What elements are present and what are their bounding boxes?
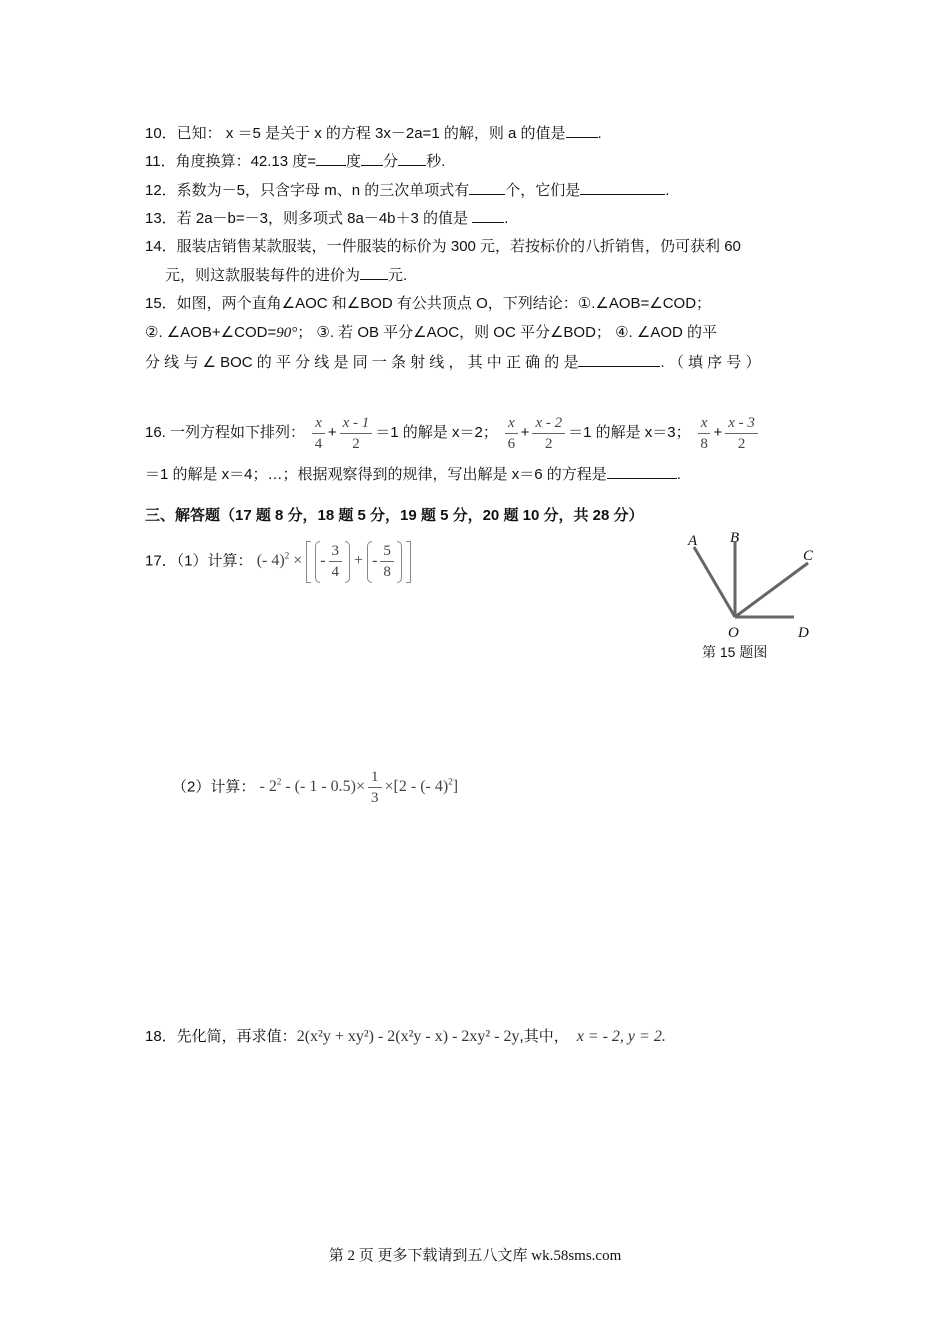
equation-2-tail: ＝1 的解是 x＝3； (568, 424, 691, 441)
fraction (329, 541, 343, 582)
fraction-denominator: 2 (352, 435, 360, 452)
fraction-numerator: x - 2 (532, 413, 565, 434)
question-13-text: 13．若 2a－b=－3，则多项式 8a－4b＋3 的值是 (145, 210, 473, 227)
math-term: - 2 (259, 778, 277, 796)
question-11-unit-second: 秒. (426, 153, 446, 170)
fraction (698, 413, 711, 454)
question-15-line-1 (145, 294, 711, 314)
math-expression: 2(x²y + xy²) - 2(x²y - x) - 2xy² - 2y (296, 1028, 520, 1045)
label-d: D (798, 625, 809, 641)
question-18-mid: ,其中， (519, 1028, 569, 1045)
question-15-tail: . （ 填 序 号 ） (660, 354, 761, 371)
angle-figure (680, 527, 830, 667)
label-o: O (728, 625, 739, 641)
fraction-numerator: x (312, 413, 325, 434)
question-10-tail: . (597, 125, 602, 142)
answer-blank (607, 464, 677, 479)
question-12-mid: 个，它们是 (505, 182, 581, 199)
question-14-line-1 (145, 237, 741, 257)
question-14-text: 14．服装店销售某款服装，一件服装的标价为 300 元，若按标价的八折销售，仍可获利 60 (145, 238, 741, 255)
question-17-part-2 (172, 760, 458, 809)
question-13 (145, 208, 508, 229)
answer-blank (361, 151, 383, 166)
math-term: ×[2 - (- 4) (384, 778, 449, 796)
fraction-numerator: x - 3 (725, 413, 758, 434)
answer-blank (360, 265, 388, 280)
answer-blank (578, 352, 660, 367)
fraction-denominator: 8 (700, 435, 708, 452)
question-14-line-2 (165, 265, 407, 286)
fraction (368, 767, 382, 808)
question-12-tail: . (665, 182, 670, 199)
question-15-line-2 (145, 323, 717, 343)
fraction (312, 413, 325, 454)
question-17-label: 17．（1）计算： (145, 552, 253, 570)
figure-caption: 第 15 题图 (702, 644, 768, 660)
question-16-line-2 (145, 464, 681, 485)
question-12-text: 12．系数为－5，只含字母 m、n 的三次单项式有 (145, 182, 470, 199)
ray-oc (735, 563, 808, 617)
exponent: 2 (276, 777, 282, 787)
fraction-denominator: 4 (314, 435, 323, 452)
right-bracket (406, 541, 411, 583)
page-footer: 第 2 页 更多下载请到五八文库 wk.58sms.com (328, 1248, 622, 1264)
minus-sign: - (372, 552, 378, 570)
question-18 (145, 1027, 666, 1047)
plus-sign: + (327, 424, 337, 441)
math-expression (256, 543, 411, 581)
fraction-denominator: 2 (737, 435, 746, 452)
question-16-text: 16. 一列方程如下排列： (145, 424, 306, 441)
answer-blank (580, 180, 665, 195)
question-15-text: 15．如图，两个直角∠AOC 和∠BOD 有公共顶点 O，下列结论：①.∠AOB=∠COD； (145, 295, 712, 312)
section-heading: 三、解答题（17 题 8 分，18 题 5 分，19 题 5 分，20 题 10 分，共 28 分） (145, 507, 644, 524)
math-expression (259, 769, 459, 807)
plus-sign: + (713, 424, 723, 441)
question-11-unit-degree: 度 (346, 153, 362, 170)
question-16-line-1 (145, 412, 761, 454)
fraction-numerator: 5 (380, 541, 394, 562)
plus-sign: + (520, 424, 530, 441)
right-paren (397, 541, 402, 583)
label-c: C (803, 548, 814, 564)
ray-oa (694, 547, 735, 617)
fraction-denominator: 4 (331, 564, 340, 581)
label-b: B (730, 530, 740, 546)
question-18-label: 18．先化简，再求值： (145, 1028, 297, 1045)
fraction (532, 413, 565, 454)
fraction-numerator: x (698, 413, 711, 434)
math-term: ] (452, 778, 459, 796)
question-15-text-2: ②. ∠AOB+∠COD= (145, 324, 277, 341)
fraction-numerator: 1 (368, 767, 382, 788)
question-10 (145, 123, 602, 144)
left-bracket (306, 541, 311, 583)
right-paren (345, 541, 350, 583)
math-term: - (- 1 - 0.5)× (281, 778, 366, 796)
question-15-line-3 (145, 352, 761, 373)
fraction-numerator: 3 (329, 541, 343, 562)
fraction-denominator: 6 (507, 435, 516, 452)
question-11-text: 11．角度换算：42.13 度= (145, 153, 317, 170)
exponent: 2 (448, 777, 453, 787)
math-condition: x = - 2, y = 2. (576, 1028, 666, 1045)
exponent: 2 (284, 551, 290, 561)
fraction-denominator: 8 (383, 564, 391, 581)
question-16-text-2: ＝1 的解是 x＝4；…；根据观察得到的规律，写出解是 x＝6 的方程是 (145, 466, 607, 483)
fraction (340, 413, 373, 454)
fraction (725, 413, 758, 454)
fraction (505, 413, 518, 454)
question-16-tail: . (676, 466, 681, 483)
answer-blank (316, 151, 346, 166)
answer-blank (566, 123, 598, 138)
question-15-text-4: 分 线 与 ∠ BOC 的 平 分 线 是 同 一 条 射 线 ， 其 中 正 确 的 是 (145, 354, 579, 371)
question-17-part-2-label: （2）计算： (172, 778, 256, 796)
question-14-text-2: 元，则这款服装每件的进价为 (165, 267, 361, 284)
answer-blank (469, 180, 505, 195)
question-15-text-3: ； ③. 若 OB 平分∠AOC，则 OC 平分∠BOD； ④. ∠AOD 的平 (297, 324, 717, 341)
fraction-denominator: 3 (371, 790, 379, 807)
fraction-numerator: x (505, 413, 518, 434)
math-term: (- 4) (256, 552, 285, 570)
fraction-numerator: x - 1 (340, 413, 373, 434)
fraction-denominator: 2 (545, 435, 553, 452)
question-11-unit-minute: 分 (383, 153, 399, 170)
plus-sign: + (354, 552, 364, 570)
minus-sign: - (320, 552, 326, 570)
question-12 (145, 180, 669, 201)
question-10-text: 10．已知： x ＝5 是关于 x 的方程 3x－2a=1 的解，则 a 的值是 (145, 125, 566, 142)
answer-blank (398, 151, 426, 166)
label-a: A (688, 533, 698, 549)
right-angle-value: 90° (276, 325, 298, 341)
answer-blank (472, 208, 504, 223)
times-sign: × (293, 552, 303, 570)
question-14-tail: 元. (388, 267, 408, 284)
question-13-tail: . (504, 210, 509, 227)
equation-1-tail: ＝1 的解是 x＝2； (375, 424, 498, 441)
question-17-part-1 (145, 534, 411, 583)
question-11 (145, 151, 445, 172)
fraction (380, 541, 394, 582)
